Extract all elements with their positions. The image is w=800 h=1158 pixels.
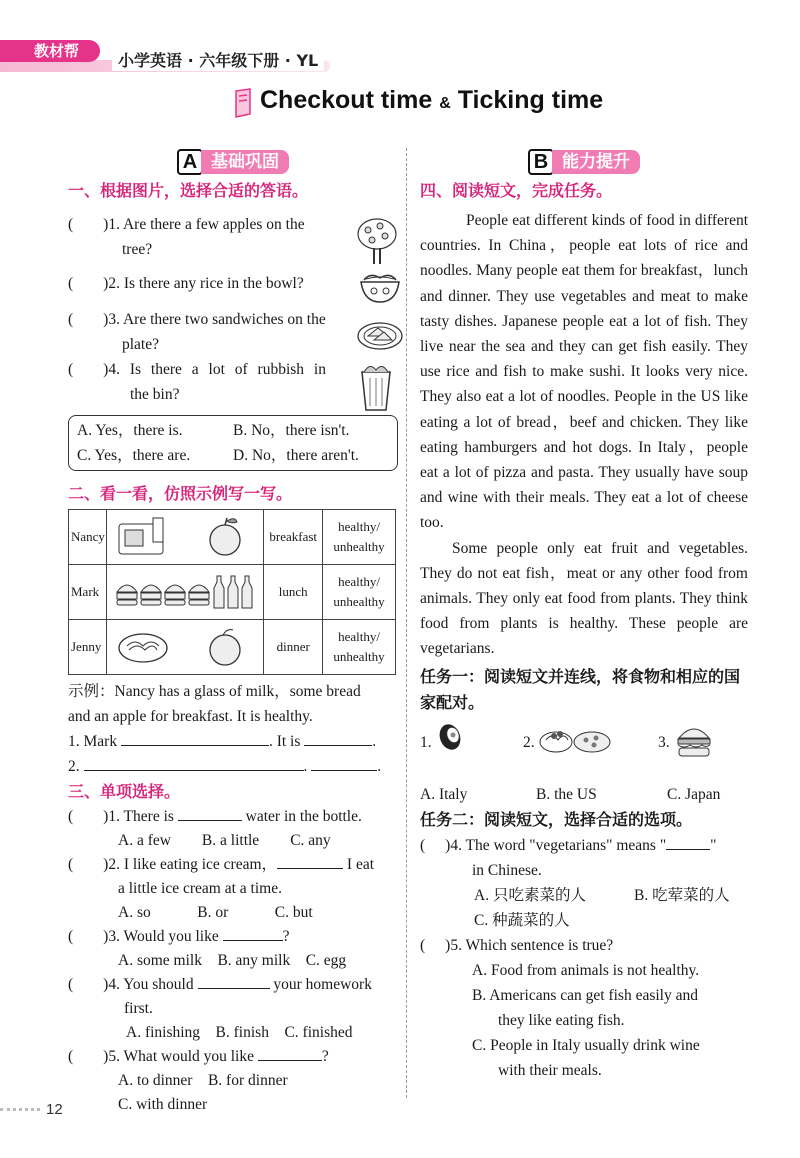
column-divider (406, 148, 407, 1098)
hamburger-icon (676, 720, 712, 760)
right-column (420, 148, 748, 1083)
match-pictures (420, 722, 748, 778)
sushi-icon (436, 722, 464, 752)
s1-question-2: ( )2. Is there any rice in the bowl? (68, 275, 304, 292)
pizza-pasta-icon (538, 722, 612, 756)
blank[interactable] (178, 805, 242, 821)
blank[interactable] (277, 853, 343, 869)
write-line-1: 1. Mark . It is . (68, 729, 398, 754)
b-question-5-option-a: A. Food from animals is not healthy. (472, 961, 700, 979)
section-3-questions (68, 805, 398, 1117)
s3-question-2-cont: a little ice cream at a time. (118, 880, 282, 897)
title-main: Checkout time (260, 86, 433, 114)
section-2-heading: 二、看一看，仿照示例写一写。 (68, 484, 293, 503)
s1-question-3: ( )3. Are there two sandwiches on the (68, 311, 326, 328)
write-line-2: 2. . . (68, 754, 398, 779)
task-2-heading: 任务二：阅读短文，选择合适的选项。 (420, 809, 693, 829)
row-meal: breakfast (264, 510, 323, 565)
dinner-picture (107, 620, 264, 675)
row-healthy: healthy/ unhealthy (323, 510, 396, 565)
table-row (69, 510, 396, 565)
match-number-2: 2. (523, 733, 535, 751)
s3-options-2: A. so B. or C. but (118, 904, 313, 921)
b-question-5-option-b: B. Americans can get fish easily and (472, 986, 698, 1004)
blank[interactable] (223, 925, 283, 941)
country-a: A. Italy (420, 785, 468, 803)
s1-question-4: ( )4. Is there a lot of rubbish in (68, 361, 326, 378)
row-name: Mark (69, 565, 107, 620)
s3-question-1: ( )1. There is water in the bottle. (68, 805, 398, 829)
row-meal: dinner (264, 620, 323, 675)
hamburger-cola-icon (115, 572, 255, 612)
brand-tag: 教材帮 (0, 40, 100, 62)
left-column (68, 148, 398, 1117)
page-number-rule (0, 1108, 40, 1111)
book-icon (232, 88, 254, 118)
reading-paragraph-1: People eat different kinds of food in different countries. In China，people eat lots of rice and noodles. Many people eat them for breakfast，lunch and dinner. They use vegetables and meat to make tasty dishes. Japanese people eat a lot of fish. They live near the sea and they can get fish easily. They use rice and fish to make sushi. It looks very nice. They also eat a lot of noodles. People in the US like eating a lot of bread，beef and chicken. They like eating hamburgers and hot dogs. In Italy，people eat a lot of pizza and pasta. They usually have soup and wine with their meals. They eat a lot of cheese too. (420, 212, 748, 532)
example-line-2: and an apple for breakfast. It is healthy. (68, 708, 313, 725)
task-2-questions (420, 833, 748, 1083)
title-second: Ticking time (457, 86, 604, 114)
s3-options-1: A. a few B. a little C. any (118, 832, 331, 849)
section-4-heading: 四、阅读短文，完成任务。 (420, 181, 613, 200)
blank[interactable] (121, 730, 269, 746)
s3-question-3: ( )3. Would you like ? (68, 925, 398, 949)
section-1-heading: 一、根据图片，选择合适的答语。 (68, 181, 309, 200)
row-name: Jenny (69, 620, 107, 675)
reading-paragraph-2: Some people only eat fruit and vegetables. They do not eat fish，meat or any other food from animals. They only eat food from plants. They think food from plants is healthy. These people are vegetarians. (420, 539, 748, 658)
rubbish-bin-icon (356, 362, 396, 412)
b-question-5-option-c: C. People in Italy usually drink wine (472, 1036, 700, 1054)
option-a: A. Yes，there is. (77, 422, 183, 439)
blank[interactable] (84, 755, 304, 771)
part-b-letter: B (528, 149, 554, 175)
section-1-questions (68, 212, 398, 407)
country-b: B. the US (536, 785, 597, 803)
section-3-heading: 三、单项选择。 (68, 782, 181, 801)
s3-options-5b: C. with dinner (118, 1096, 208, 1113)
option-b: B. No，there isn't. (233, 422, 350, 439)
sandwich-plate-icon (356, 316, 404, 352)
s3-question-5: ( )5. What would you like ? (68, 1045, 398, 1069)
b-question-5: ( )5. Which sentence is true? (420, 936, 614, 954)
s3-options-4: A. finishing B. finish C. finished (126, 1024, 353, 1041)
blank[interactable] (304, 730, 372, 746)
s3-question-2: ( )2. I like eating ice cream， I eat (68, 853, 398, 877)
b-question-4-cont: in Chinese. (472, 861, 542, 879)
blank[interactable] (198, 973, 270, 989)
part-a-badge (68, 148, 398, 176)
row-meal: lunch (264, 565, 323, 620)
book-subtitle: 小学英语 · 六年级下册 · YL (112, 48, 324, 71)
b-question-5-option-b-cont: they like eating fish. (498, 1011, 625, 1029)
b-question-4: ( )4. The word "vegetarians" means " " (420, 833, 748, 858)
part-b-label: 能力提升 (552, 150, 640, 174)
table-row (69, 620, 396, 675)
row-healthy: healthy/ unhealthy (323, 565, 396, 620)
s3-question-4: ( )4. You should your homework (68, 973, 398, 997)
s3-options-5a: A. to dinner B. for dinner (118, 1072, 288, 1089)
noodles-orange-icon (115, 624, 255, 670)
blank[interactable] (311, 755, 377, 771)
b-question-4-options: A. 只吃素菜的人 B. 吃荤菜的人 (474, 886, 730, 904)
meal-table (68, 509, 396, 675)
answer-options-box (68, 415, 398, 471)
s1-question-1-cont: tree? (122, 241, 153, 258)
page-number: 12 (46, 1101, 63, 1118)
blank[interactable] (666, 834, 710, 850)
table-row (69, 565, 396, 620)
match-number-1: 1. (420, 733, 432, 751)
country-choices (420, 782, 748, 807)
option-d: D. No，there aren't. (233, 447, 359, 464)
s3-options-3: A. some milk B. any milk C. egg (118, 952, 347, 969)
part-a-letter: A (177, 149, 203, 175)
lunch-picture (107, 565, 264, 620)
milk-bread-apple-icon (115, 514, 255, 560)
s1-question-4-cont: the bin? (130, 386, 180, 403)
s1-question-1: ( )1. Are there a few apples on the (68, 216, 305, 233)
row-healthy: healthy/ unhealthy (323, 620, 396, 675)
rice-bowl-icon (358, 270, 402, 306)
s3-question-4-cont: first. (124, 1000, 153, 1017)
match-number-3: 3. (658, 733, 670, 751)
title-amp: & (439, 95, 451, 112)
s1-question-3-cont: plate? (122, 336, 160, 353)
apple-tree-icon (354, 216, 400, 266)
country-c: C. Japan (667, 785, 721, 803)
option-c: C. Yes，there are. (77, 447, 191, 464)
part-b-badge (420, 148, 748, 176)
b-question-5-option-c-cont: with their meals. (498, 1061, 602, 1079)
b-question-4-option-c: C. 种蔬菜的人 (474, 911, 570, 929)
task-1-heading: 任务一：阅读短文并连线，将食物和相应的国家配对。 (420, 666, 741, 712)
blank[interactable] (258, 1045, 322, 1061)
row-name: Nancy (69, 510, 107, 565)
page-title (260, 86, 603, 115)
breakfast-picture (107, 510, 264, 565)
part-a-label: 基础巩固 (201, 150, 289, 174)
example-line-1: 示例：Nancy has a glass of milk，some bread (68, 683, 361, 700)
